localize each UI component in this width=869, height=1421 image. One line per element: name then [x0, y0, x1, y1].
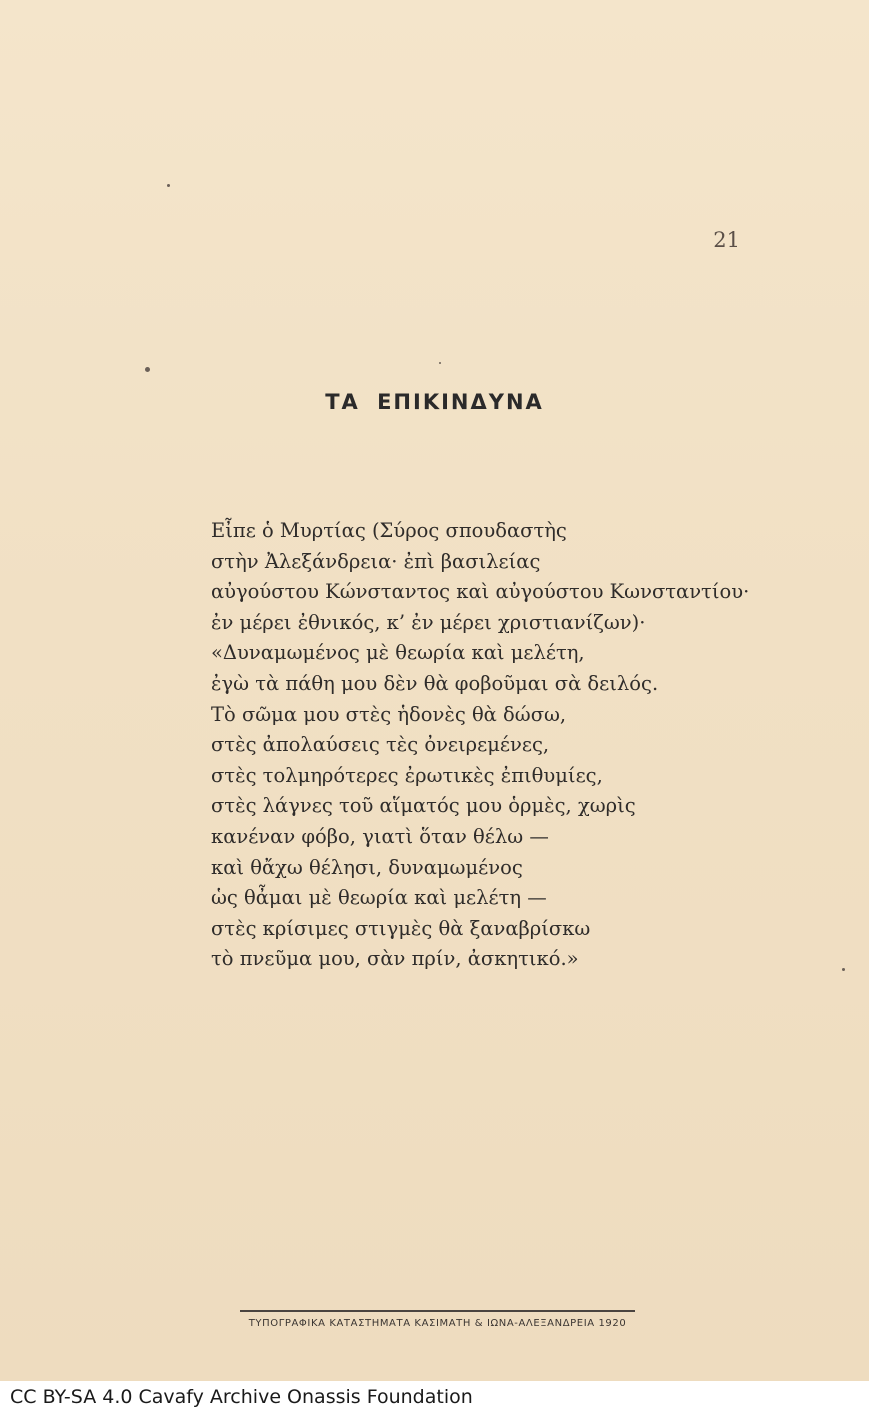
poem-line: καὶ θἄχω θέλησι, δυναμωμένος [211, 855, 523, 879]
poem-line: τὸ πνεῦμα μου, σὰν πρίν, ἀσκητικό.» [211, 947, 579, 971]
poem-line: στὲς τολμηρότερες ἐρωτικὲς ἐπιθυμίες, [211, 763, 603, 787]
poem-line: κανέναν φόβο, γιατὶ ὅταν θέλω — [211, 824, 549, 848]
poem-line: Εἶπε ὁ Μυρτίας (Σύρος σπουδαστὴς [211, 519, 567, 542]
paper-speck [439, 362, 441, 364]
poem-line: ἐγὼ τὰ πάθη μου δὲν θὰ φοβοῦμαι σὰ δειλός. [211, 671, 659, 695]
paper-speck [167, 184, 170, 187]
poem-line: «Δυναμωμένος μὲ θεωρία καὶ μελέτη, [211, 641, 585, 665]
footer-rule [240, 1310, 635, 1312]
poem-line: αὐγούστου Κώνσταντος καὶ αὐγούστου Κωνσταντίου· [211, 580, 750, 604]
poem-line: στὲς κρίσιμες στιγμὲς θὰ ξαναβρίσκω [211, 916, 591, 940]
poem-line: στὲς λάγνες τοῦ αἵματός μου ὁρμὲς, χωρὶς [211, 794, 636, 818]
poem-line: στὴν Ἀλεξάνδρεια· ἐπὶ βασιλείας [211, 549, 541, 573]
poem-line: ἐν μέρει ἐθνικός, κ’ ἐν μέρει χριστιανίζων)· [211, 610, 646, 634]
poem-line: Τὸ σῶμα μου στὲς ἡδονὲς θὰ δώσω, [211, 702, 567, 726]
poem-body [211, 516, 771, 975]
license-credit: CC BY-SA 4.0 Cavafy Archive Onassis Foundation [10, 1386, 473, 1408]
paper-speck [842, 968, 845, 971]
poem-title: ΤΑ ΕΠΙΚΙΝΔΥΝΑ [325, 390, 544, 414]
poem-line: στὲς ἀπολαύσεις τὲς ὀνειρεμένες, [211, 733, 550, 757]
poem-line: ὡς θἆμαι μὲ θεωρία καὶ μελέτη — [211, 886, 547, 910]
paper-speck [145, 367, 150, 372]
printer-imprint: ΤΥΠΟΓΡΑΦΙΚΑ ΚΑΤΑΣΤΗΜΑΤΑ ΚΑΣΙΜΑΤΗ & ΙΩΝΑ-ΑΛΕΞΑΝΔΡΕΙΑ 1920 [248, 1318, 627, 1329]
page-number: 21 [713, 228, 740, 252]
